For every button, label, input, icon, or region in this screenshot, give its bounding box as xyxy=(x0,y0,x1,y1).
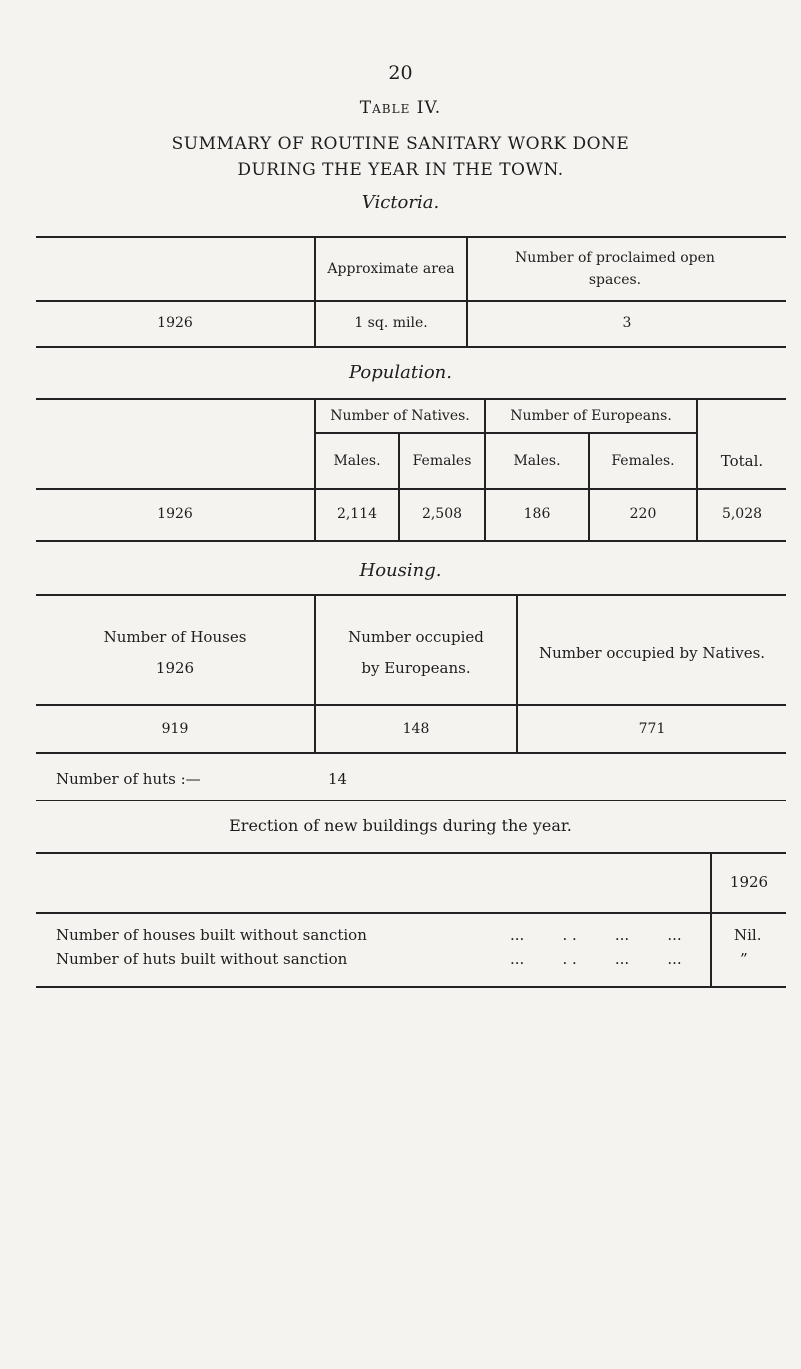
population-row-year: 1926 xyxy=(157,505,193,522)
erection-row-2 xyxy=(56,950,786,972)
huts-value: 14 xyxy=(328,770,348,788)
houses-value: 919 xyxy=(161,720,189,737)
europeans-group-header: Number of Europeans. xyxy=(510,407,672,424)
total-header: Total. xyxy=(720,452,764,470)
native-males-value: 2,114 xyxy=(336,505,378,522)
european-females-header: Females. xyxy=(611,452,675,469)
europeans-occupied-line-1: Number occupied xyxy=(348,627,484,646)
open-spaces-header: Number of proclaimed open spaces. xyxy=(515,249,715,288)
natives-occupied-header: Number occupied by Natives. xyxy=(538,644,766,662)
huts-label: Number of huts :— xyxy=(56,770,201,788)
erection-row-1-value: Nil. xyxy=(734,926,762,944)
erection-row-2-leaders: ... . . ... ... xyxy=(510,950,682,968)
population-total-value: 5,028 xyxy=(721,505,763,522)
native-males-header: Males. xyxy=(333,452,381,469)
erection-title: Erection of new buildings during the year. xyxy=(229,816,572,835)
housing-title: Housing. xyxy=(359,560,442,581)
natives-occupied-value: 771 xyxy=(638,720,666,737)
erection-row-1 xyxy=(56,926,786,948)
table-label: Table IV. xyxy=(359,98,442,118)
european-females-value: 220 xyxy=(629,505,657,522)
europeans-occupied-line-2: by Europeans. xyxy=(361,659,471,677)
heading-line-2: DURING THE YEAR IN THE TOWN. xyxy=(237,160,564,180)
area-value: 1 sq. mile. xyxy=(354,314,428,331)
population-title: Population. xyxy=(349,362,452,383)
erection-row-2-label: Number of huts built without sanction xyxy=(56,950,348,968)
erection-row-1-label: Number of houses built without sanction xyxy=(56,926,367,944)
natives-group-header: Number of Natives. xyxy=(330,407,470,424)
area-row-year: 1926 xyxy=(157,314,193,331)
native-females-value: 2,508 xyxy=(421,505,463,522)
native-females-header: Females xyxy=(412,452,472,469)
area-header: Approximate area xyxy=(327,260,455,277)
europeans-occupied-header xyxy=(316,614,516,692)
european-males-value: 186 xyxy=(523,505,551,522)
open-spaces-value: 3 xyxy=(622,314,632,331)
houses-header-line-1: Number of Houses xyxy=(103,627,247,646)
houses-header-line-2: 1926 xyxy=(155,659,195,677)
town-name: Victoria. xyxy=(361,192,440,213)
erection-row-2-value: ” xyxy=(740,950,748,968)
european-males-header: Males. xyxy=(513,452,561,469)
houses-header xyxy=(36,614,314,692)
heading-line-1: SUMMARY OF ROUTINE SANITARY WORK DONE xyxy=(171,134,630,154)
page-number: 20 xyxy=(388,62,413,84)
erection-row-1-leaders: ... . . ... ... xyxy=(510,926,682,944)
erection-year-header: 1926 xyxy=(729,873,769,891)
europeans-occupied-value: 148 xyxy=(402,720,430,737)
